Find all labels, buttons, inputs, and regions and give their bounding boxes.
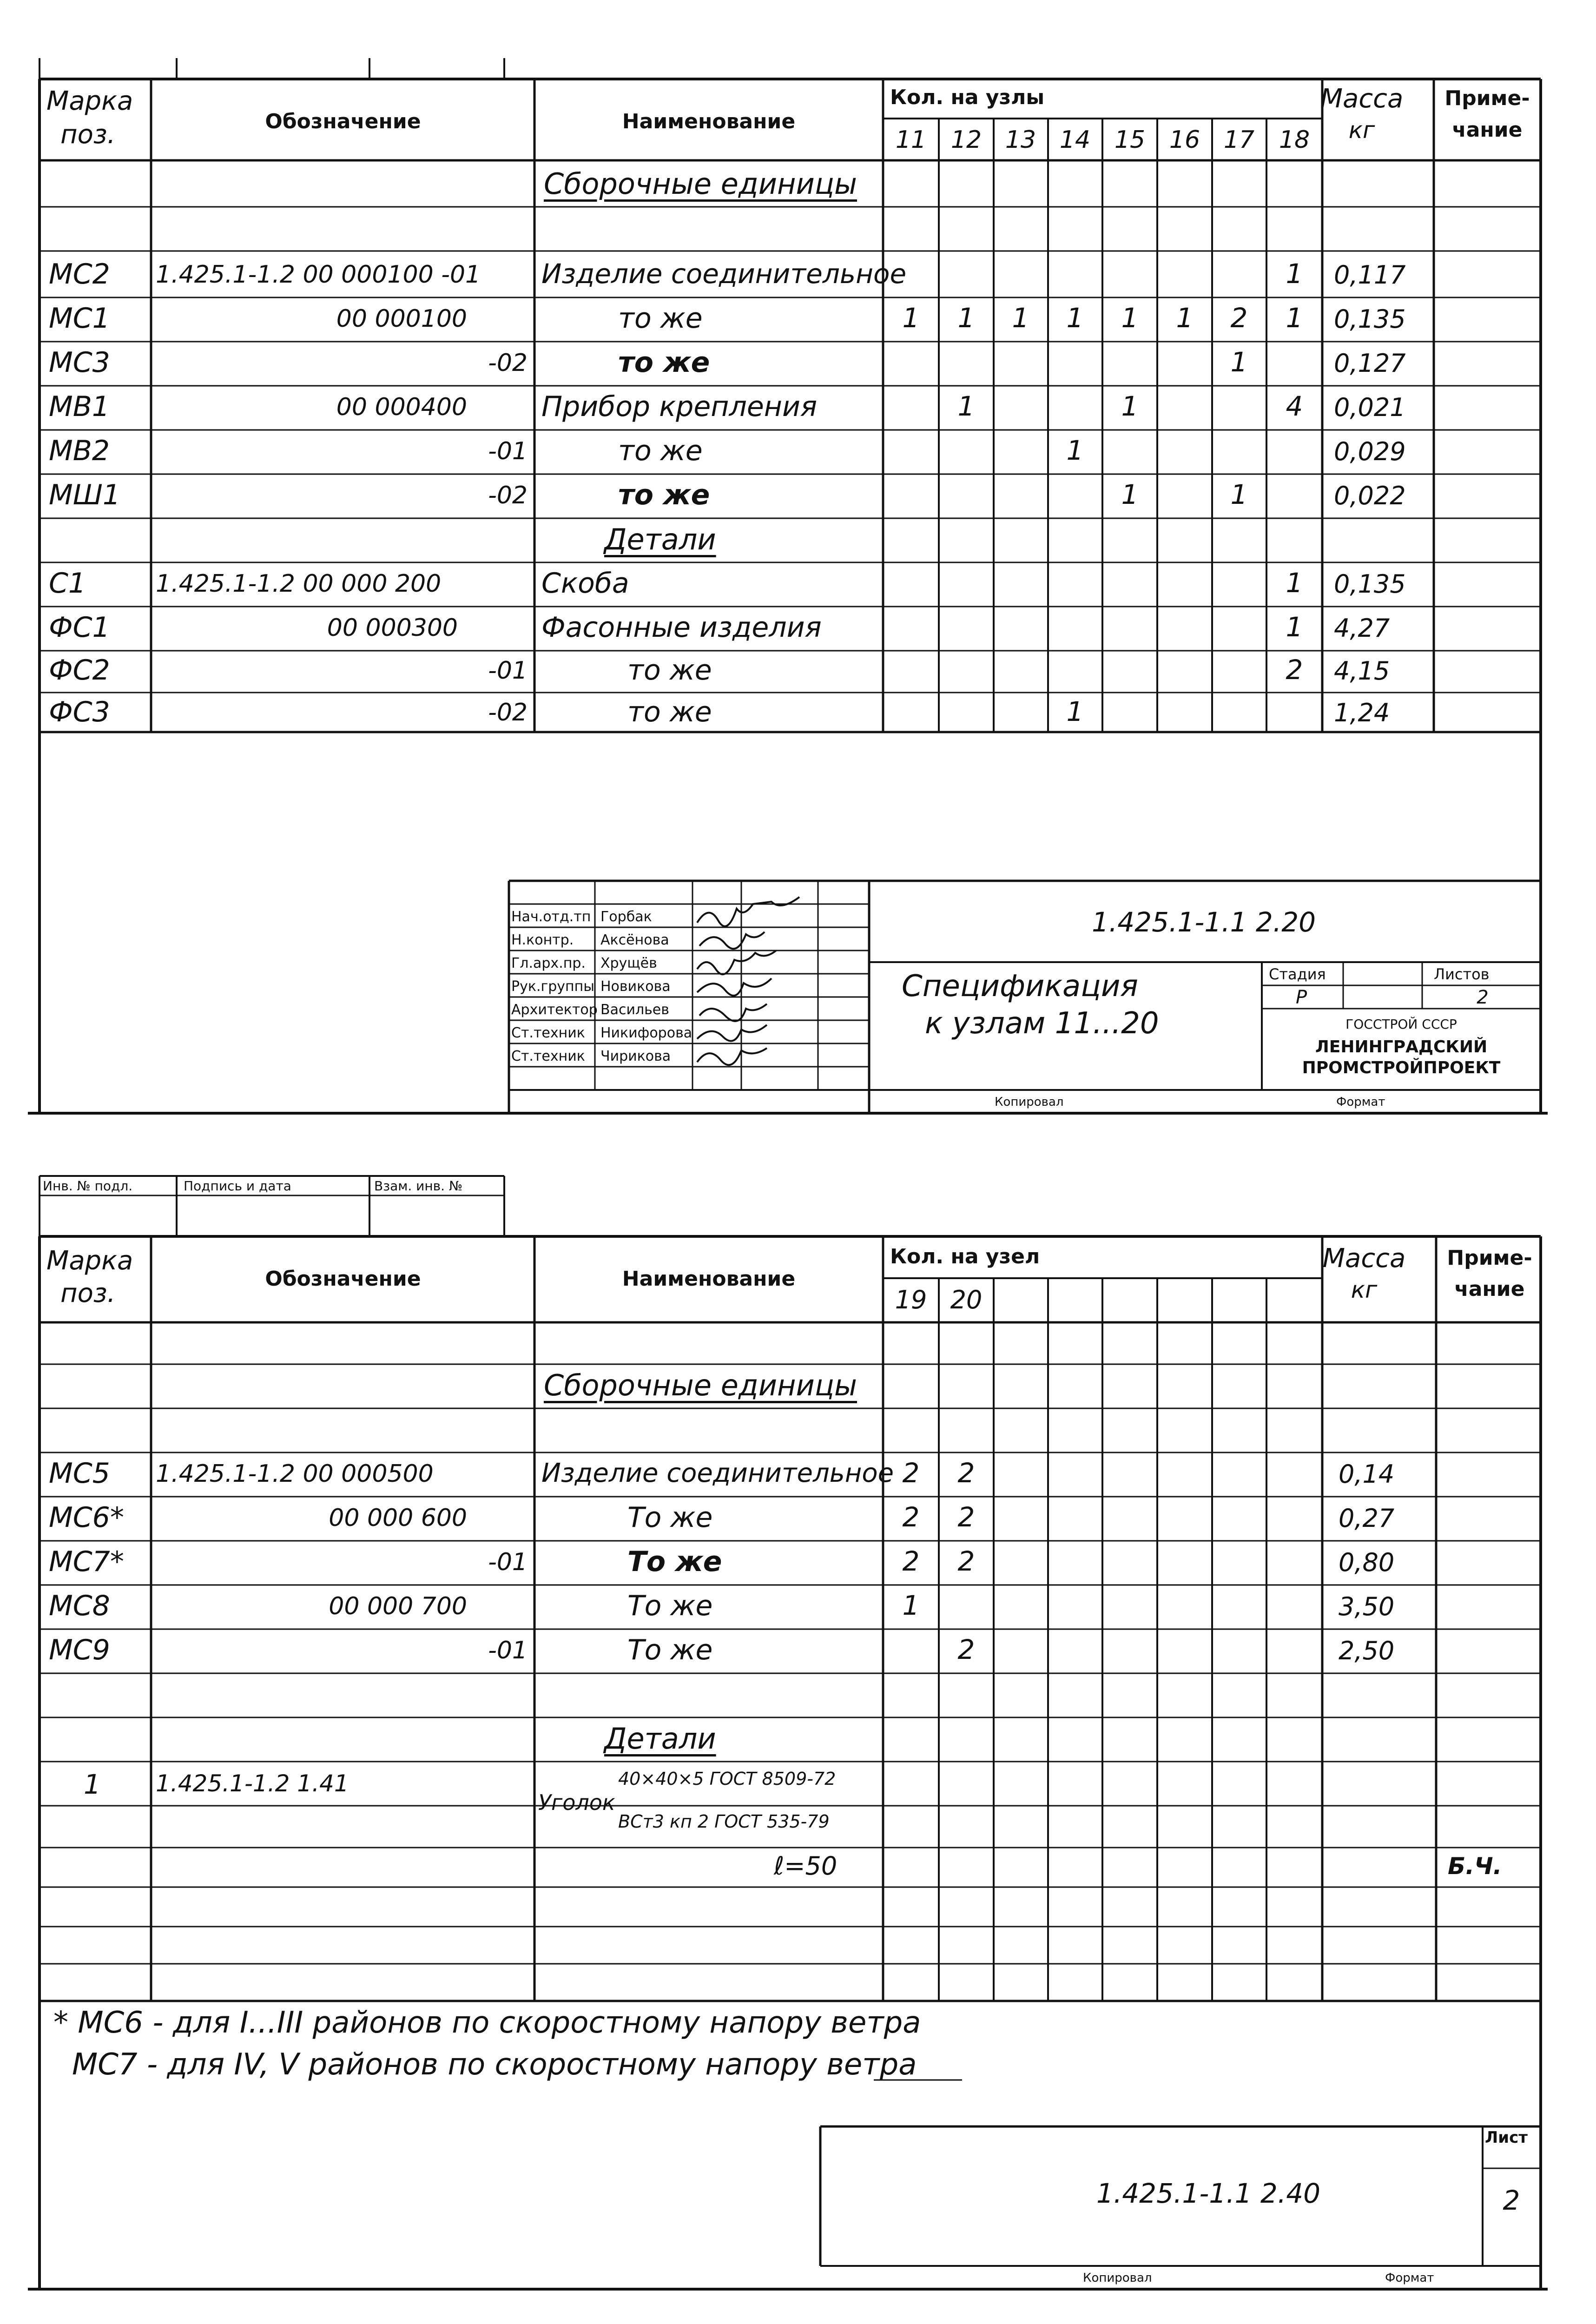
row-designation: 00 000300 <box>327 614 458 642</box>
row-name: то же <box>618 346 710 379</box>
strip-inv-no: Инв. № подл. <box>43 1178 133 1194</box>
mass-cell: 4,15 <box>1334 656 1390 686</box>
qty-cell: 2 <box>1230 302 1248 334</box>
row-mark: ФС2 <box>49 654 110 687</box>
qty-cell: 4 <box>1286 390 1303 422</box>
row-name: то же <box>618 435 703 467</box>
mass-cell: 0,135 <box>1334 569 1406 599</box>
qty-col-12: 12 <box>950 126 982 154</box>
mass-cell: 0,021 <box>1334 393 1406 422</box>
qty-cell: 1 <box>902 302 920 334</box>
stamp-role: Нач.отд.тп <box>511 909 591 925</box>
mass-cell: 3,50 <box>1339 1592 1395 1621</box>
header-note-line1: Приме- <box>1447 1246 1532 1270</box>
header-name: Наименование <box>622 110 796 133</box>
row-name: То же <box>627 1545 722 1578</box>
header-mark-line1: Марка <box>46 86 133 116</box>
qty-cell: 2 <box>957 1545 975 1577</box>
row-name: То же <box>627 1634 713 1666</box>
stamp-role: Н.контр. <box>511 932 574 948</box>
mass-cell: 2,50 <box>1339 1636 1395 1665</box>
mass-cell: 0,27 <box>1339 1504 1395 1533</box>
header-note-line1: Приме- <box>1444 86 1530 110</box>
qty-cell: 1 <box>957 302 975 334</box>
qty-cell: 1 <box>1121 390 1139 422</box>
footnote-line2: МС7 - для IV, V районов по скоростному напору ветра <box>72 2047 917 2082</box>
mass-cell: 1,24 <box>1334 698 1390 727</box>
qty-col-11: 11 <box>895 126 927 154</box>
row-name: Скоба <box>541 567 629 600</box>
row-mark: ФС3 <box>49 696 110 728</box>
row-name: То же <box>627 1501 713 1534</box>
header-mass-line2: кг <box>1348 117 1375 144</box>
row-designation: 00 000400 <box>336 393 467 421</box>
row-name: То же <box>627 1590 713 1622</box>
header-mark-line1: Марка <box>46 1246 133 1276</box>
qty-cell: 2 <box>902 1545 920 1577</box>
qty-col-20: 20 <box>950 1285 983 1314</box>
row-name: Изделие соединительное <box>541 258 907 290</box>
row-mark: МС6* <box>49 1501 124 1534</box>
row-designation: -01 <box>488 437 528 465</box>
row-mark: МВ2 <box>49 435 110 467</box>
header-mass-line1: Масса <box>1320 84 1404 114</box>
mass-cell: 4,27 <box>1334 614 1390 643</box>
header-name: Наименование <box>622 1267 796 1291</box>
detail-spec2: ВСт3 кп 2 ГОСТ 535-79 <box>618 1811 830 1832</box>
header-qty: Кол. на узел <box>890 1245 1040 1268</box>
row-name: то же <box>618 479 710 511</box>
row-mark: МС5 <box>49 1457 110 1490</box>
qty-cell: 2 <box>957 1634 975 1665</box>
stamp-role: Гл.арх.пр. <box>511 955 586 971</box>
mass-cell: 0,022 <box>1334 481 1406 510</box>
row-mark: МС2 <box>49 258 110 290</box>
qty-cell: 1 <box>902 1590 920 1621</box>
row-designation: -01 <box>488 1548 528 1576</box>
row-mark: МВ1 <box>49 390 110 423</box>
stamp-stage: Р <box>1295 987 1307 1008</box>
row-designation: 1.425.1-1.2 00 000100 -01 <box>156 261 481 289</box>
stamp-person: Горбак <box>600 909 652 925</box>
qty-col-18: 18 <box>1279 126 1310 154</box>
mass-cell: 0,80 <box>1339 1548 1395 1577</box>
header-mark-line2: поз. <box>60 119 116 150</box>
stamp-person: Аксёнова <box>600 932 669 948</box>
row-mark: МС1 <box>49 302 110 335</box>
stamp-org-line3: ПРОМСТРОЙПРОЕКТ <box>1302 1058 1501 1077</box>
row-mark: МС8 <box>49 1590 110 1622</box>
stamp-sheets-label: Листов <box>1434 965 1490 983</box>
stamp-title-line1: Спецификация <box>902 969 1138 1004</box>
row-mark: МС9 <box>49 1634 110 1666</box>
detail-mark: 1 <box>84 1769 101 1800</box>
header-note-line2: чание <box>1452 118 1523 142</box>
qty-cell: 1 <box>1176 302 1194 334</box>
row-designation: 00 000 600 <box>329 1504 467 1532</box>
header-designation: Обозначение <box>265 110 421 133</box>
header-designation: Обозначение <box>265 1267 421 1291</box>
row-name: то же <box>627 654 712 687</box>
stamp-person: Никифорова <box>600 1025 692 1041</box>
qty-cell: 1 <box>1230 346 1248 378</box>
section-assembly-units: Сборочные единицы <box>544 167 857 201</box>
strip-replace-inv: Взам. инв. № <box>374 1178 463 1194</box>
row-mark: МШ1 <box>49 479 121 511</box>
row-designation: -02 <box>488 482 528 509</box>
row-designation: -01 <box>488 1637 528 1664</box>
qty-cell: 2 <box>902 1501 920 1533</box>
stamp-role: Ст.техник <box>511 1025 585 1041</box>
qty-cell: 1 <box>1286 611 1303 643</box>
qty-cell: 2 <box>957 1457 975 1489</box>
qty-cell: 1 <box>1230 479 1248 510</box>
qty-cell: 2 <box>957 1501 975 1533</box>
stamp-role: Архитектор <box>511 1002 598 1018</box>
header-mark-line2: поз. <box>60 1278 116 1308</box>
row-name: Изделие соединительное <box>541 1458 894 1488</box>
qty-col-17: 17 <box>1223 126 1255 154</box>
stamp-org-line1: ГОССТРОЙ СССР <box>1345 1017 1457 1032</box>
stamp-person: Хрущёв <box>600 955 657 971</box>
strip-sign-date: Подпись и дата <box>184 1178 291 1194</box>
stamp-person: Васильев <box>600 1002 669 1018</box>
stamp-copied: Копировал <box>995 1095 1064 1109</box>
mass-cell: 0,14 <box>1339 1459 1395 1489</box>
qty-cell: 2 <box>1286 654 1303 686</box>
row-mark: МС7* <box>49 1545 124 1578</box>
mass-cell: 0,127 <box>1334 349 1406 378</box>
qty-cell: 1 <box>1286 302 1303 334</box>
qty-cell: 1 <box>1286 258 1303 290</box>
detail-spec1: 40×40×5 ГОСТ 8509-72 <box>618 1769 836 1789</box>
qty-col-13: 13 <box>1005 126 1036 154</box>
row-name: Прибор крепления <box>541 390 818 423</box>
stamp-sheets: 2 <box>1477 987 1489 1008</box>
detail-designation: 1.425.1-1.2 1.41 <box>156 1770 349 1797</box>
qty-cell: 1 <box>1121 302 1139 334</box>
stamp-format: Формат <box>1385 2271 1434 2285</box>
row-designation: -02 <box>488 699 528 726</box>
qty-cell: 1 <box>1066 435 1084 466</box>
stamp-doc-code: 1.425.1-1.1 2.40 <box>1096 2178 1321 2209</box>
stamp-copied: Копировал <box>1083 2271 1152 2285</box>
qty-cell: 1 <box>1012 302 1029 334</box>
qty-cell: 1 <box>1121 479 1139 510</box>
stamp-person: Новикова <box>600 978 671 995</box>
stamp-role: Рук.группы <box>511 978 594 995</box>
detail-length: ℓ=50 <box>774 1851 838 1881</box>
qty-cell: 1 <box>1066 696 1084 727</box>
mass-cell: 0,135 <box>1334 304 1406 334</box>
header-qty: Кол. на узлы <box>890 86 1045 109</box>
stamp-stage-label: Стадия <box>1269 965 1326 983</box>
row-mark: ФС1 <box>49 611 110 644</box>
section-assembly-units: Сборочные единицы <box>544 1368 857 1402</box>
row-designation: -02 <box>488 349 528 377</box>
row-name: то же <box>618 302 703 335</box>
stamp-role: Ст.техник <box>511 1048 585 1064</box>
row-designation: 00 000100 <box>336 305 467 333</box>
header-mass-line2: кг <box>1351 1276 1378 1303</box>
qty-col-16: 16 <box>1169 126 1200 154</box>
stamp-doc-code: 1.425.1-1.1 2.20 <box>1091 906 1316 938</box>
row-designation: 1.425.1-1.2 00 000 200 <box>156 570 442 598</box>
row-name: Фасонные изделия <box>541 611 822 644</box>
section-details: Детали <box>604 522 716 556</box>
qty-cell: 1 <box>957 390 975 422</box>
row-designation: 1.425.1-1.2 00 000500 <box>156 1460 434 1488</box>
detail-note: Б.Ч. <box>1448 1853 1502 1880</box>
qty-cell: 1 <box>1286 567 1303 599</box>
stamp-org-line2: ЛЕНИНГРАДСКИЙ <box>1315 1037 1488 1056</box>
qty-col-14: 14 <box>1059 126 1091 154</box>
detail-name: Уголок <box>538 1790 615 1815</box>
qty-col-19: 19 <box>895 1285 927 1314</box>
footnote-line1: * МС6 - для I...III районов по скоростному напору ветра <box>53 2006 921 2040</box>
row-designation: 00 000 700 <box>329 1592 467 1620</box>
section-details: Детали <box>604 1722 716 1756</box>
qty-cell: 1 <box>1066 302 1084 334</box>
stamp-sheet-label: Лист <box>1485 2128 1528 2147</box>
stamp-person: Чирикова <box>600 1048 671 1064</box>
qty-col-15: 15 <box>1114 126 1146 154</box>
row-designation: -01 <box>488 657 528 685</box>
header-note-line2: чание <box>1454 1277 1525 1301</box>
qty-cell: 2 <box>902 1457 920 1489</box>
header-mass-line1: Масса <box>1322 1243 1406 1274</box>
mass-cell: 0,117 <box>1334 260 1406 290</box>
row-mark: МС3 <box>49 346 110 379</box>
stamp-sheet-number: 2 <box>1503 2185 1520 2216</box>
stamp-title-line2: к узлам 11...20 <box>925 1006 1159 1041</box>
row-name: то же <box>627 696 712 728</box>
stamp-format: Формат <box>1336 1095 1385 1109</box>
row-mark: С1 <box>49 567 86 600</box>
mass-cell: 0,029 <box>1334 437 1406 466</box>
